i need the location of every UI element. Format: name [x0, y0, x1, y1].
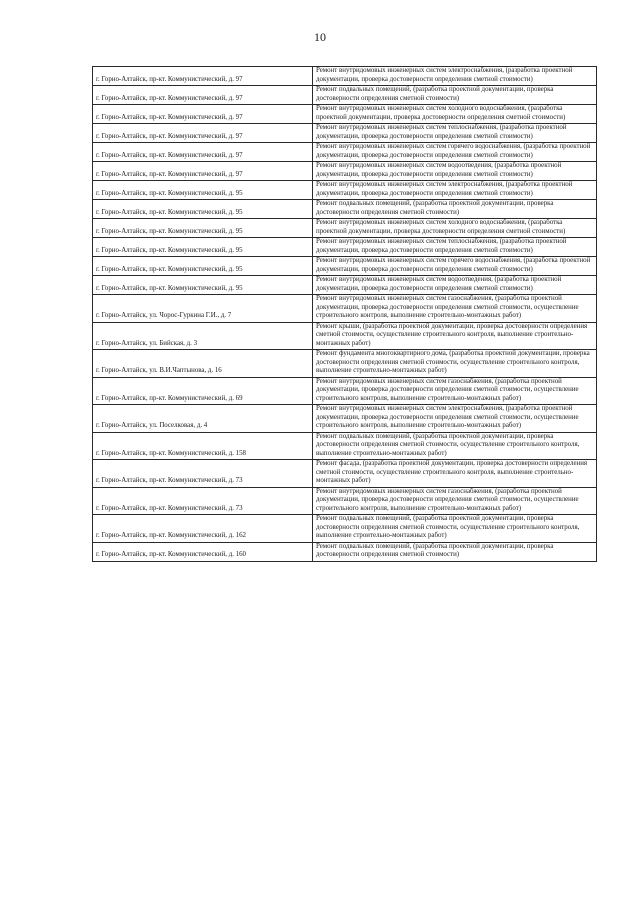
work-description-cell: Ремонт внутридомовых инженерных систем холодного водоснабжения, (разработка проектной документации, проверка достоверности определения сметной стоимости) [313, 105, 597, 124]
address-cell: г. Горно-Алтайск, пр-кт. Коммунистический, д. 158 [93, 432, 313, 460]
address-cell: г. Горно-Алтайск, пр-кт. Коммунистический, д. 97 [93, 162, 313, 181]
table-row [93, 276, 597, 295]
table-row [93, 405, 597, 433]
work-description-cell: Ремонт внутридомовых инженерных систем холодного водоснабжения, (разработка проектной документации, проверка достоверности определения сметной стоимости) [313, 219, 597, 238]
table-row [93, 105, 597, 124]
work-description-cell: Ремонт внутридомовых инженерных систем водоотведения, (разработка проектной документации, проверка достоверности определения сметной стоимости) [313, 162, 597, 181]
address-cell: г. Горно-Алтайск, пр-кт. Коммунистический, д. 95 [93, 200, 313, 219]
table-row [93, 162, 597, 181]
address-cell: г. Горно-Алтайск, ул. Чорос-Гуркина Г.И., д. 7 [93, 295, 313, 323]
table-row [93, 542, 597, 561]
work-description-cell: Ремонт внутридомовых инженерных систем газоснабжения, (разработка проектной документации, проверка достоверности определения сметной стоимости, осуществление строительного контроля, выполнение строительно-монтажных работ) [313, 487, 597, 515]
work-description-cell: Ремонт внутридомовых инженерных систем электроснабжения, (разработка проектной документации, проверка достоверности определения сметной стоимости) [313, 67, 597, 86]
table-row [93, 487, 597, 515]
work-description-cell: Ремонт подвальных помещений, (разработка проектной документации, проверка достоверности определения сметной стоимости, осуществление строительного контроля, выполнение строительно-монтажных работ) [313, 432, 597, 460]
work-description-cell: Ремонт подвальных помещений, (разработка проектной документации, проверка достоверности определения сметной стоимости) [313, 86, 597, 105]
address-cell: г. Горно-Алтайск, пр-кт. Коммунистический, д. 95 [93, 257, 313, 276]
table-row [93, 515, 597, 543]
address-cell: г. Горно-Алтайск, ул. Поселковая, д. 4 [93, 405, 313, 433]
page-number: 10 [314, 30, 326, 44]
address-cell: г. Горно-Алтайск, пр-кт. Коммунистический, д. 95 [93, 219, 313, 238]
table-row [93, 295, 597, 323]
address-cell: г. Горно-Алтайск, ул. В.И.Чаптынова, д. 16 [93, 350, 313, 378]
table-row [93, 350, 597, 378]
work-description-cell: Ремонт подвальных помещений, (разработка проектной документации, проверка достоверности определения сметной стоимости, осуществление строительного контроля, выполнение строительно-монтажных работ) [313, 515, 597, 543]
address-cell: г. Горно-Алтайск, пр-кт. Коммунистический, д. 162 [93, 515, 313, 543]
work-description-cell: Ремонт внутридомовых инженерных систем газоснабжения, (разработка проектной документации, проверка достоверности определения сметной стоимости, осуществление строительного контроля, выполнение строительно-монтажных работ) [313, 295, 597, 323]
table-row [93, 257, 597, 276]
address-cell: г. Горно-Алтайск, пр-кт. Коммунистический, д. 95 [93, 276, 313, 295]
table-row [93, 377, 597, 405]
table-row [93, 322, 597, 350]
work-description-cell: Ремонт внутридомовых инженерных систем горячего водоснабжения, (разработка проектной документации, проверка достоверности определения сметной стоимости) [313, 257, 597, 276]
table-row [93, 200, 597, 219]
work-description-cell: Ремонт внутридомовых инженерных систем газоснабжения, (разработка проектной документации, проверка достоверности определения сметной стоимости, осуществление строительного контроля, выполнение строительно-монтажных работ) [313, 377, 597, 405]
work-description-cell: Ремонт фасада, (разработка проектной документации, проверка достоверности определения сметной стоимости, осуществление строительного контроля, выполнение строительно-монтажных работ) [313, 460, 597, 488]
address-cell: г. Горно-Алтайск, пр-кт. Коммунистический, д. 97 [93, 86, 313, 105]
work-description-cell: Ремонт внутридомовых инженерных систем электроснабжения, (разработка проектной документации, проверка достоверности определения сметной стоимости) [313, 181, 597, 200]
works-table-body [93, 67, 597, 562]
work-description-cell: Ремонт подвальных помещений, (разработка проектной документации, проверка достоверности определения сметной стоимости) [313, 200, 597, 219]
work-description-cell: Ремонт внутридомовых инженерных систем теплоснабжения, (разработка проектной документации, проверка достоверности определения сметной стоимости) [313, 238, 597, 257]
work-description-cell: Ремонт крыши, (разработка проектной документации, проверка достоверности определения сметной стоимости, осуществление строительного контроля, выполнение строительно-монтажных работ) [313, 322, 597, 350]
table-row [93, 124, 597, 143]
address-cell: г. Горно-Алтайск, пр-кт. Коммунистический, д. 97 [93, 67, 313, 86]
address-cell: г. Горно-Алтайск, пр-кт. Коммунистический, д. 97 [93, 143, 313, 162]
address-cell: г. Горно-Алтайск, пр-кт. Коммунистический, д. 95 [93, 238, 313, 257]
address-cell: г. Горно-Алтайск, пр-кт. Коммунистический, д. 95 [93, 181, 313, 200]
work-description-cell: Ремонт фундамента многоквартирного дома, (разработка проектной документации, проверка достоверности определения сметной стоимости, осуществление строительного контроля, выполнение строительно-монтажных работ) [313, 350, 597, 378]
work-description-cell: Ремонт внутридомовых инженерных систем горячего водоснабжения, (разработка проектной документации, проверка достоверности определения сметной стоимости) [313, 143, 597, 162]
table-row [93, 143, 597, 162]
address-cell: г. Горно-Алтайск, пр-кт. Коммунистический, д. 69 [93, 377, 313, 405]
address-cell: г. Горно-Алтайск, пр-кт. Коммунистический, д. 160 [93, 542, 313, 561]
works-table [92, 66, 597, 562]
work-description-cell: Ремонт подвальных помещений, (разработка проектной документации, проверка достоверности определения сметной стоимости) [313, 542, 597, 561]
address-cell: г. Горно-Алтайск, ул. Бийская, д. 3 [93, 322, 313, 350]
table-row [93, 238, 597, 257]
work-description-cell: Ремонт внутридомовых инженерных систем теплоснабжения, (разработка проектной документации, проверка достоверности определения сметной стоимости) [313, 124, 597, 143]
table-row [93, 67, 597, 86]
table-row [93, 86, 597, 105]
address-cell: г. Горно-Алтайск, пр-кт. Коммунистический, д. 73 [93, 487, 313, 515]
address-cell: г. Горно-Алтайск, пр-кт. Коммунистический, д. 97 [93, 124, 313, 143]
work-description-cell: Ремонт внутридомовых инженерных систем водоотведения, (разработка проектной документации, проверка достоверности определения сметной стоимости) [313, 276, 597, 295]
table-row [93, 460, 597, 488]
table-row [93, 181, 597, 200]
table-row [93, 219, 597, 238]
work-description-cell: Ремонт внутридомовых инженерных систем электроснабжения, (разработка проектной документации, проверка достоверности определения сметной стоимости, осуществление строительного контроля, выполнение строительно-монтажных работ) [313, 405, 597, 433]
address-cell: г. Горно-Алтайск, пр-кт. Коммунистический, д. 97 [93, 105, 313, 124]
address-cell: г. Горно-Алтайск, пр-кт. Коммунистический, д. 73 [93, 460, 313, 488]
table-row [93, 432, 597, 460]
